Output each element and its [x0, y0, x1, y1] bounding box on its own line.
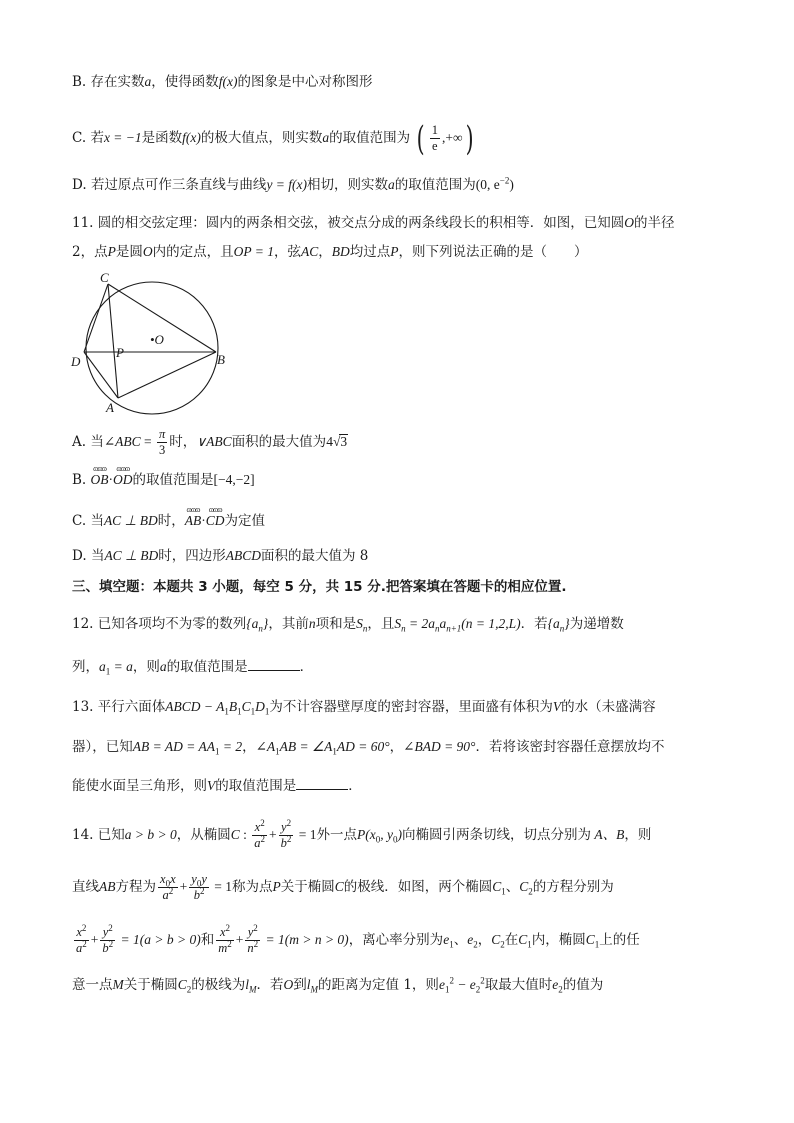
answer-blank[interactable] — [296, 775, 348, 790]
question-text: 的半径 — [634, 215, 675, 231]
label-o: •O — [150, 332, 164, 347]
q11-stem-line2: 2，点P是圆O内的定点，且OP = 1，弦AC，BD均过点P，则下列说法正确的是（ ） — [72, 244, 588, 260]
option-label: D. — [72, 177, 87, 193]
option-text: 是函数 — [141, 130, 183, 146]
math-var: a — [322, 130, 330, 145]
option-text: 的取值范围为 — [329, 130, 411, 146]
q10-option-d — [72, 175, 514, 195]
fraction: $\frac{1}{e}$ — [431, 123, 438, 153]
math-var: a — [388, 177, 395, 192]
range-close: ) — [509, 177, 514, 192]
math-func: f(x) — [182, 130, 201, 145]
range-end: ,+∞ — [441, 130, 463, 145]
q10-option-c — [72, 118, 476, 159]
q11-option-c: C. 当AC ⊥ BD时， ɷɷɷ AB · ɷɷɷ CD 为定值 — [72, 505, 265, 529]
option-label: B. — [72, 74, 87, 90]
option-text: 若过原点可作三条直线与曲线 — [90, 177, 267, 193]
option-text: 存在实数 — [90, 74, 145, 90]
q12-line2: 列，$a_1 = a$，则a的取值范围是 ． — [72, 656, 313, 677]
question-text: 11. 圆的相交弦定理：圆内的两条相交弦，被交点分成的两条线段长的积相等．如图，已知圆 — [72, 215, 625, 231]
vector-ab: ɷɷɷ AB — [184, 505, 202, 528]
segment-cd — [84, 284, 108, 352]
q11-option-a: A. 当∠ABC = $\frac{\pi}{3}$ 时，∨ABC面积的最大值为4√3 — [72, 427, 348, 457]
math-var: O — [624, 215, 635, 230]
circle-o — [86, 282, 218, 414]
range: (0, e — [475, 177, 500, 192]
math-func: f(x) — [218, 74, 238, 89]
math-eq: y = f(x) — [266, 177, 308, 192]
option-text: 相切，则实数 — [307, 177, 389, 193]
math-var: a — [144, 74, 152, 89]
paren-open: ( — [417, 118, 426, 159]
vector-ob: ɷɷɷ OB — [90, 464, 109, 487]
label-c: C — [100, 270, 109, 285]
q14-line2: 直线AB方程为 $\frac{x_0x}{a^2}$ + $\frac{y_0y}{b^2}$ = 1称为点P关于椭圆C的极线．如图，两个椭圆$C_1$、$C_2$的方程分别为 — [72, 872, 614, 902]
q10-option-b — [72, 72, 373, 92]
option-text: 的取值范围为 — [394, 177, 476, 193]
q13-line1: 13. 平行六面体ABCD − $A_1B_1C_1D_1$为不计容器壁厚度的密封容器，里面盛有体积为V的水（未盛满容 — [72, 699, 656, 717]
q14-line3: $\frac{x^2}{a^2}$ + $\frac{y^2}{b^2}$ = 1(a > b > 0)和 $\frac{x^2}{m^2}$ + $\frac{y^2}{n^2}$ = 1(m > n > 0)，离心率分别为$e_1$、$e_2$，$C_2$在$C_1$内，椭圆$C_1$上的任 — [76, 922, 640, 955]
label-p: P — [116, 345, 124, 360]
answer-blank[interactable] — [248, 656, 300, 671]
label-a: A — [106, 400, 114, 415]
q14-line1: 14. 已知a > b > 0，从椭圆C : $\frac{x^2}{a^2}$ + $\frac{y^2}{b^2}$ = 1外一点$P(x_0$, $y_0$)向椭圆引两条切线，切点分别为 A、B，则 — [72, 817, 652, 850]
q11-option-d: D. 当AC ⊥ BD时，四边形ABCD面积的最大值为 8 — [72, 548, 369, 564]
exponent: −2 — [499, 175, 510, 186]
label-d: D — [71, 354, 81, 369]
chord-ac — [108, 284, 118, 398]
q11-stem-line1 — [72, 213, 675, 233]
section-heading: 三、填空题：本题共 3 小题，每空 5 分，共 15 分.把答案填在答题卡的相应位置. — [72, 579, 567, 595]
q13-line3: 能使水面呈三角形，则V的取值范围是 ． — [72, 775, 362, 796]
option-text: 若 — [90, 130, 104, 146]
option-text: ，使得函数 — [151, 74, 219, 90]
q14-line4: 意一点M关于椭圆$C_2$的极线为$l_M$．若O到$l_M$的距离为定值 1，则$e_1^2 - e_2^2$取最大值时$e_2$的值为 — [72, 975, 604, 995]
option-text: 的图象是中心对称图形 — [237, 74, 373, 90]
paren-close: ) — [465, 118, 474, 159]
segment-da — [84, 352, 118, 398]
q13-line2: 器），已知AB = AD = $AA_1 = 2$，$\angle A_1AB$ = $\angle A_1AD = 60^\circ$，∠BAD = 90°．若将该密封容器任意摆放均不 — [72, 739, 665, 757]
option-label: C. — [72, 130, 87, 146]
math-eq: x = −1 — [103, 130, 142, 145]
option-text: 的极大值点，则实数 — [200, 130, 323, 146]
vector-cd: ɷɷɷ CD — [205, 505, 225, 528]
circle-figure — [68, 268, 238, 418]
q11-option-b: B. ɷɷɷ OB · ɷɷɷ OD 的取值范围是[−4,−2] — [72, 464, 255, 488]
label-b: B — [217, 352, 225, 367]
q12-line1: 12. 已知各项均不为零的数列$\{a_n\}$，其前n项和是$S_n$，且$S_n = 2a_na_{n+1}(n = 1,2,L)$．若$\{a_n\}$为递增数 — [72, 616, 624, 634]
vector-od: ɷɷɷ OD — [113, 464, 133, 487]
